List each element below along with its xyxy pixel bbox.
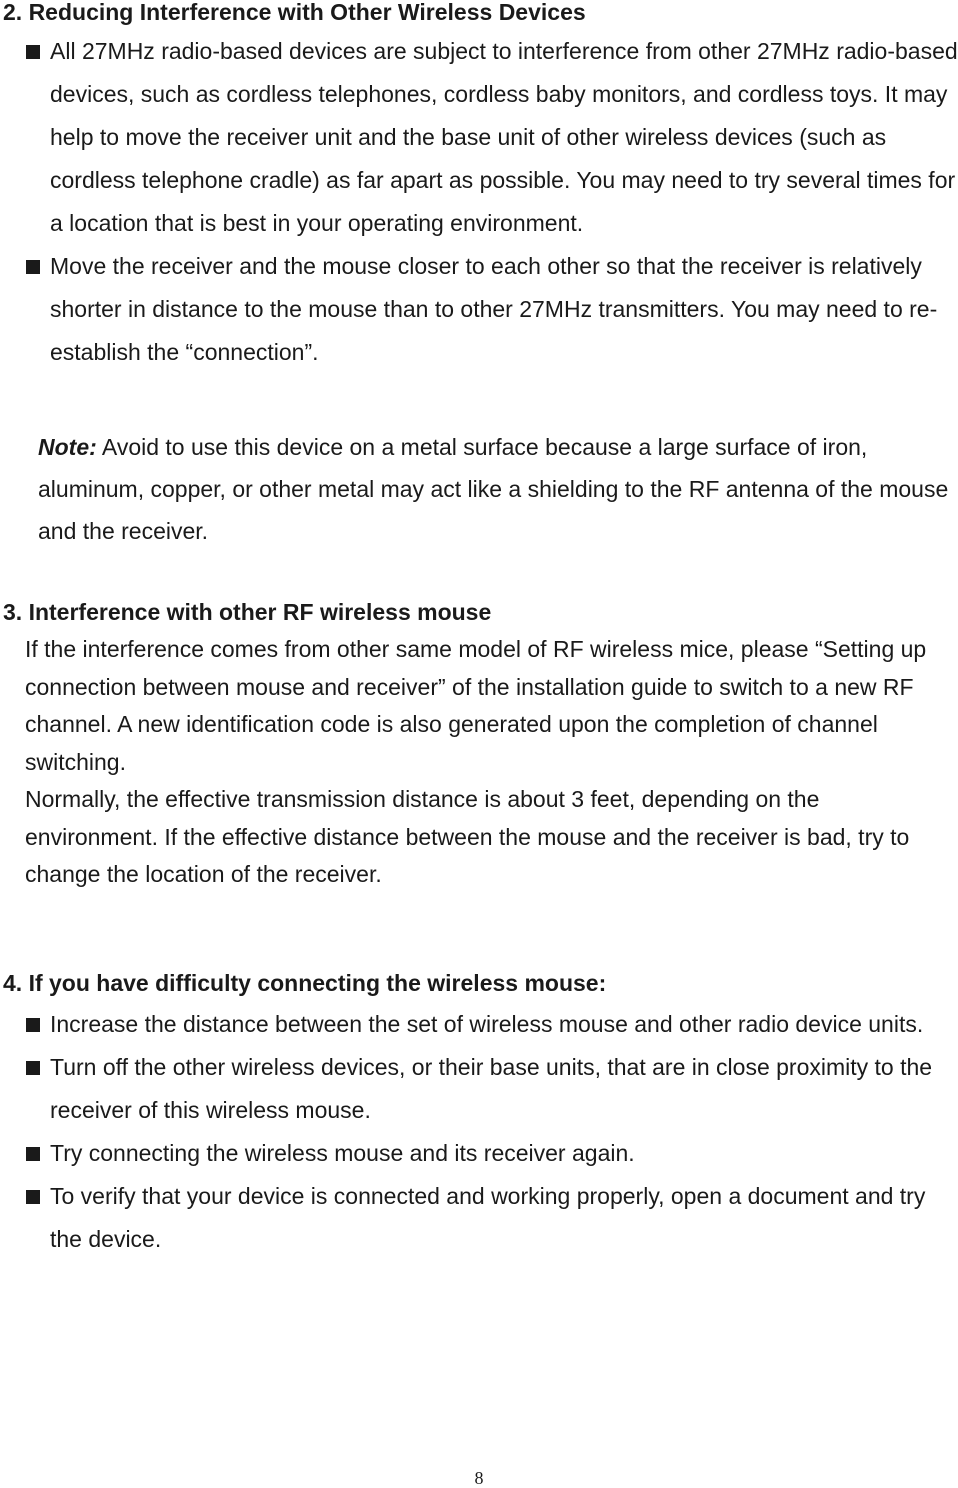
- square-bullet-icon: [26, 45, 40, 59]
- bullet-text: All 27MHz radio-based devices are subject to interference from other 27MHz radio-based devices, such as cordless telephones, cordless baby monitors, and cordless toys. It may help to move the receiver unit and the base unit of other wireless devices (such as cordless telephone cradle) as far apart as possible. You may need to try several times for a location that is best in your operating environment.: [50, 38, 958, 236]
- section-2-heading: 2. Reducing Interference with Other Wireless Devices: [3, 0, 586, 25]
- section-4-heading: 4. If you have difficulty connecting the wireless mouse:: [3, 970, 607, 996]
- section-4-bullet-list: [24, 1003, 958, 1261]
- paragraph: Normally, the effective transmission distance is about 3 feet, depending on the environment. If the effective distance between the mouse and the receiver is bad, try to change the location of the receiver.: [25, 786, 910, 887]
- bullet-text: Move the receiver and the mouse closer to each other so that the receiver is relatively shorter in distance to the mouse than to other 27MHz transmitters. You may need to re-establish the “connection”.: [50, 253, 938, 365]
- list-item: [24, 30, 958, 245]
- bullet-text: Try connecting the wireless mouse and its receiver again.: [50, 1140, 635, 1166]
- list-item: [24, 1132, 958, 1175]
- bullet-text: Increase the distance between the set of wireless mouse and other radio device units.: [50, 1011, 924, 1037]
- list-item: [24, 245, 958, 374]
- section-3-heading: 3. Interference with other RF wireless mouse: [3, 599, 492, 625]
- section-2-bullet-list: [24, 30, 958, 374]
- square-bullet-icon: [26, 1190, 40, 1204]
- list-item: [24, 1003, 958, 1046]
- page-number: 8: [474, 1468, 484, 1488]
- list-item: [24, 1175, 958, 1261]
- square-bullet-icon: [26, 1018, 40, 1032]
- list-item: [24, 1046, 958, 1132]
- note-block: [38, 426, 958, 552]
- bullet-text: Turn off the other wireless devices, or their base units, that are in close proximity to the receiver of this wireless mouse.: [50, 1054, 933, 1123]
- paragraph: If the interference comes from other same model of RF wireless mice, please “Setting up connection between mouse and receiver” of the installation guide to switch to a new RF channel. A new identification code is also generated upon the completion of channel switching.: [25, 636, 927, 775]
- section-3-body: [25, 631, 958, 894]
- square-bullet-icon: [26, 260, 40, 274]
- square-bullet-icon: [26, 1061, 40, 1075]
- square-bullet-icon: [26, 1147, 40, 1161]
- note-label: Note:: [38, 434, 97, 460]
- bullet-text: To verify that your device is connected and working properly, open a document and try the device.: [50, 1183, 926, 1252]
- note-text: Avoid to use this device on a metal surface because a large surface of iron, aluminum, copper, or other metal may act like a shielding to the RF antenna of the mouse and the receiver.: [38, 434, 949, 544]
